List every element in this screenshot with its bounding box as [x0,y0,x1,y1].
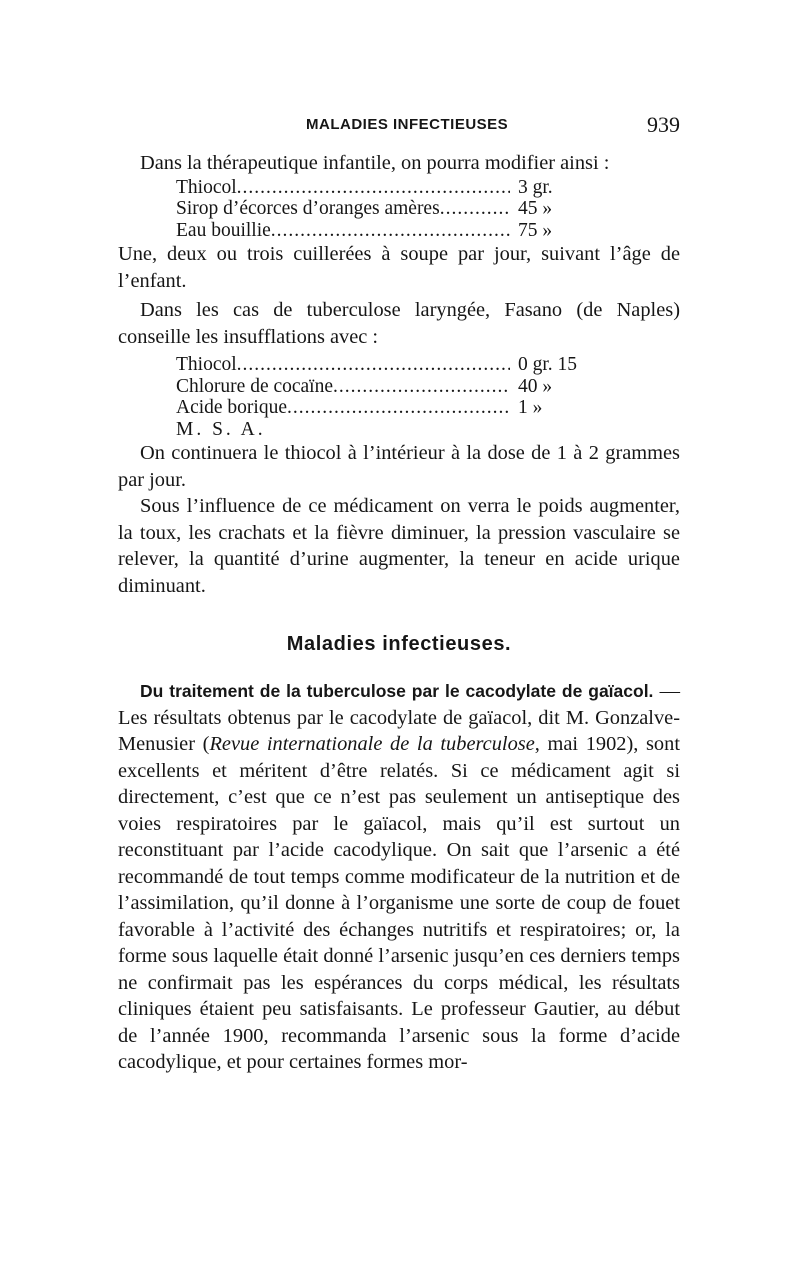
ingredient-quantity: 75 » [518,219,553,241]
running-title: MALADIES INFECTIEUSES [306,116,509,133]
leader-dots [271,220,510,242]
ingredient-name: Thiocol [176,176,237,198]
leader-dots [237,354,510,376]
recipe-line [176,220,606,242]
ingredient-quantity: 3 gr. [518,176,553,198]
leader-dots [287,397,510,419]
ingredient-name: Sirop d’écorces d’oranges amères [176,198,440,219]
leader-dots [333,376,510,398]
influence-paragraph: Sous l’influence de ce médicament on verra le poids augmenter, la toux, les crachats et la fièvre diminuer, la pression vasculaire se relever, la quantité d’urine augmenter, la teneur en acide urique diminuant. [118,495,680,597]
page-body [118,150,680,1076]
article-paragraph [118,678,680,1076]
leader-dots [440,198,510,220]
ingredient-name: Acide borique [176,397,288,418]
recipe-line [176,397,606,419]
recipe-line [176,354,606,376]
ingredient-name: Eau bouillie [176,219,271,241]
recipe-line [176,198,606,220]
journal-title: Revue internationale de la tuberculose [209,733,535,755]
ingredient-quantity: 0 gr. 15 [518,354,578,375]
article-lead: — Les résultats obtenus par le cacodylate de gaïacol, dit M. Gonzalve-Menusier ( [118,680,680,755]
running-header [118,112,680,142]
msa-abbreviation: M. S. A. [176,418,266,440]
ingredient-quantity: 1 » [518,397,543,418]
page-number: 939 [647,112,680,137]
ingredient-name: Thiocol [176,354,237,375]
continuation-paragraph: On continuera le thiocol à l’intérieur à la dose de 1 à 2 grammes par jour. [118,442,680,491]
recipe-line [176,376,606,398]
recipe-line [176,177,606,199]
intro-paragraph: Dans la thérapeutique infantile, on pourra modifier ainsi : [140,152,610,174]
laryngee-paragraph: Dans les cas de tuberculose laryngée, Fasano (de Naples) conseille les insufflations avec : [118,299,680,348]
recipe-msa [176,419,606,441]
section-title: Maladies infectieuses. [286,633,512,655]
ingredient-quantity: 40 » [518,375,553,397]
dosage-paragraph: Une, deux ou trois cuillerées à soupe par jour, suivant l’âge de l’enfant. [118,243,680,292]
ingredient-name: Chlorure de cocaïne [176,375,334,397]
ingredient-quantity: 45 » [518,198,553,219]
leader-dots [237,177,510,199]
article-title: Du traitement de la tuberculose par le cacodylate de gaïacol. [140,681,654,701]
recipe-laryngee [176,354,606,440]
article-body: , mai 1902), sont excellents et méritent d’être relatés. Si ce médicament agit si directement, c’est que ce n’est pas seulement un antiseptique des voies respiratoires par le gaïacol, mais qu’il est surtout un reconstituant par l’acide cacodylique. On sait que l’arsenic a été recommandé de tout temps comme modificateur de la nutrition et de l’assimilation, qu’il donne à l’organisme une sorte de coup de fouet favorable à l’activité des échanges nutritifs et respiratoires; or, la forme sous laquelle était donné l’arsenic jusqu’en ces derniers temps ne confirmait pas les espérances du corps médical, les résultats cliniques étaient peu satisfaisants. Le professeur Gautier, au début de l’année 1900, recommanda l’arsenic sous la forme d’acide cacodylique, et pour certaines formes mor- [118,733,680,1073]
recipe-infantile [176,177,606,242]
